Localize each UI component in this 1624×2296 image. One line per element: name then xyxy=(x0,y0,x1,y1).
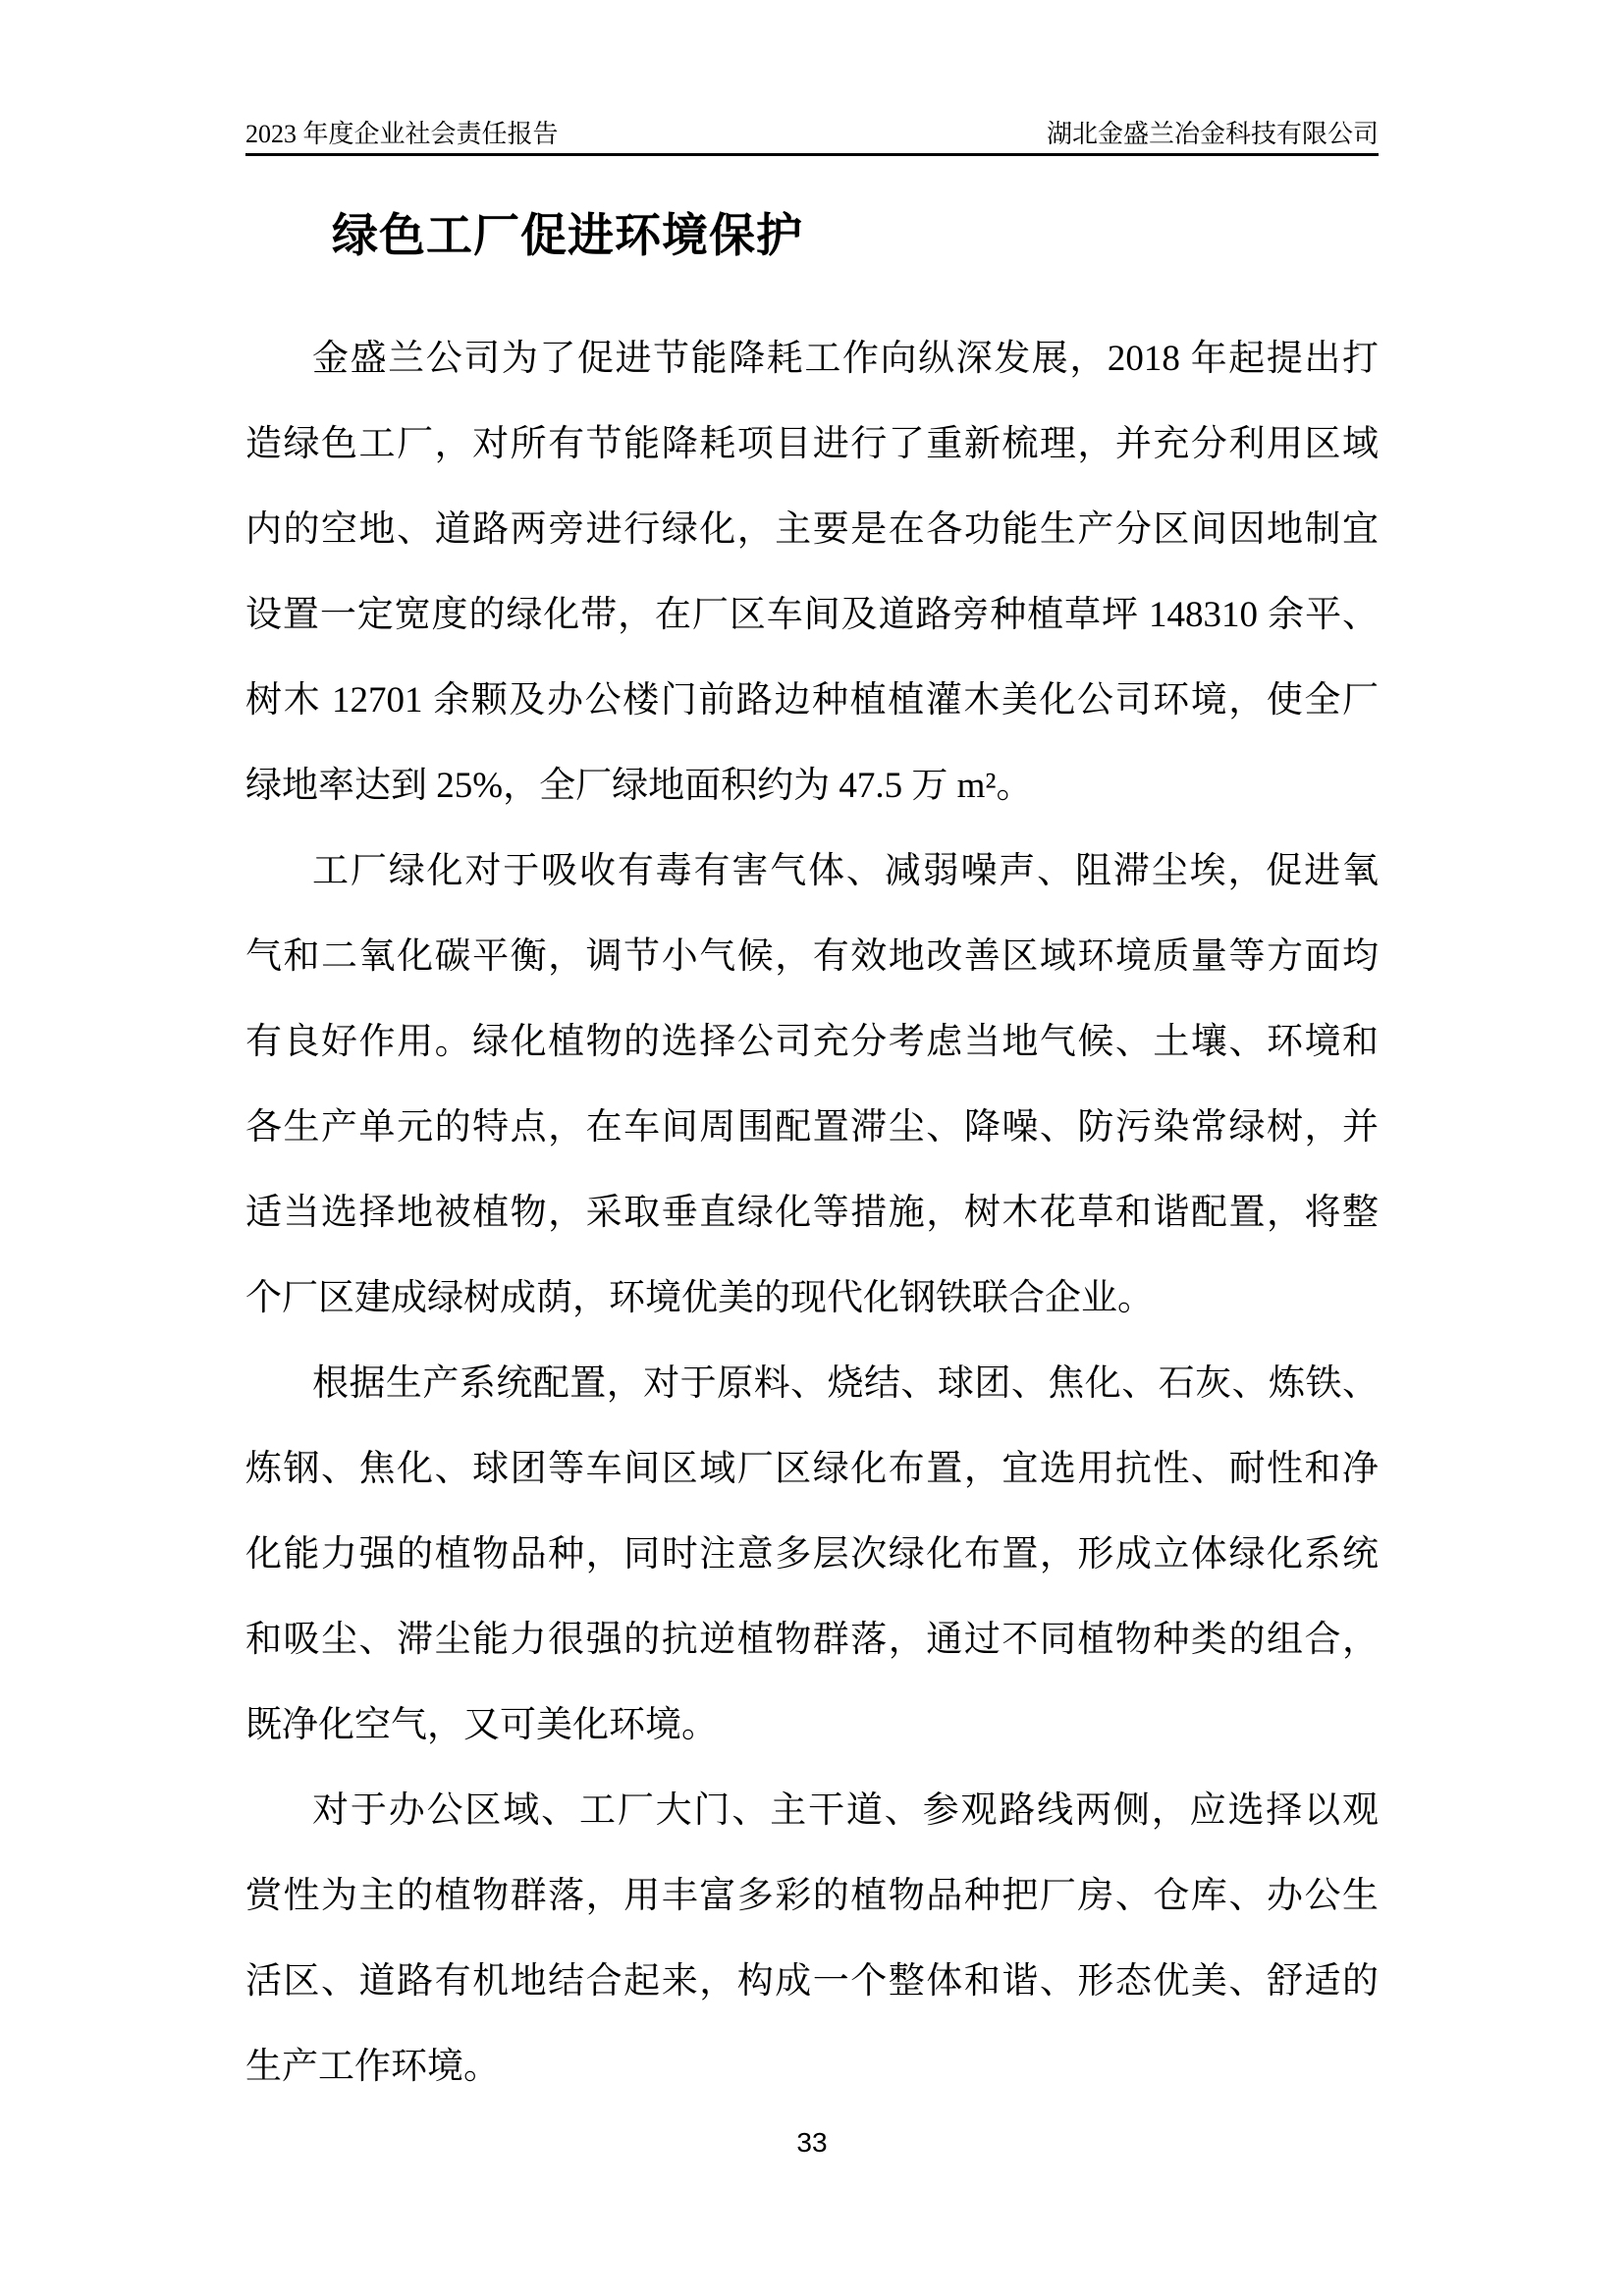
paragraph-2-line-1: 工厂绿化对于吸收有毒有害气体、减弱噪声、阻滞尘埃，促进氧 xyxy=(312,851,1379,891)
paragraph-1-line-4: 设置一定宽度的绿化带，在厂区车间及道路旁种植草坪 148310 余平、 xyxy=(245,595,1379,635)
paragraph-4-line-3: 活区、道路有机地结合起来，构成一个整体和谐、形态优美、舒适的 xyxy=(245,1961,1379,2002)
body-text xyxy=(245,316,1379,2109)
paragraph-4-line-1: 对于办公区域、工厂大门、主干道、参观路线两侧，应选择以观 xyxy=(312,1790,1379,1831)
header-company-name: 湖北金盛兰冶金科技有限公司 xyxy=(1046,120,1379,148)
page-header xyxy=(245,118,1379,156)
paragraph-4-line-4: 生产工作环境。 xyxy=(245,2047,500,2087)
paragraph-1-line-1: 金盛兰公司为了促进节能降耗工作向纵深发展，2018 年起提出打 xyxy=(312,339,1379,379)
header-report-title: 2023 年度企业社会责任报告 xyxy=(245,120,559,148)
paragraph-3-line-5: 既净化空气，又可美化环境。 xyxy=(245,1705,718,1745)
paragraph-2-line-4: 各生产单元的特点，在车间周围配置滞尘、降噪、防污染常绿树，并 xyxy=(245,1107,1379,1148)
paragraph-2-line-2: 气和二氧化碳平衡，调节小气候，有效地改善区域环境质量等方面均 xyxy=(245,936,1379,977)
paragraph-3-line-1: 根据生产系统配置，对于原料、烧结、球团、焦化、石灰、炼铁、 xyxy=(312,1363,1379,1404)
paragraph-2-line-5: 适当选择地被植物，采取垂直绿化等措施，树木花草和谐配置，将整 xyxy=(245,1193,1379,1233)
paragraph-3-line-3: 化能力强的植物品种，同时注意多层次绿化布置，形成立体绿化系统 xyxy=(245,1534,1379,1575)
paragraph-2-line-3: 有良好作用。绿化植物的选择公司充分考虑当地气候、土壤、环境和 xyxy=(245,1022,1379,1062)
paragraph-4-line-2: 赏性为主的植物群落，用丰富多彩的植物品种把厂房、仓库、办公生 xyxy=(245,1876,1379,1916)
paragraph-1-line-6: 绿地率达到 25%，全厂绿地面积约为 47.5 万 m²。 xyxy=(245,766,1033,806)
paragraph-2-line-6: 个厂区建成绿树成荫，环境优美的现代化钢铁联合企业。 xyxy=(245,1278,1154,1318)
paragraph-3-line-4: 和吸尘、滞尘能力很强的抗逆植物群落，通过不同植物种类的组合， xyxy=(245,1620,1379,1660)
paragraph-1-line-5: 树木 12701 余颗及办公楼门前路边种植植灌木美化公司环境，使全厂 xyxy=(245,680,1379,721)
paragraph-3-line-2: 炼钢、焦化、球团等车间区域厂区绿化布置，宜选用抗性、耐性和净 xyxy=(245,1449,1379,1489)
section-title: 绿色工厂促进环境保护 xyxy=(332,209,803,261)
paragraph-1-line-3: 内的空地、道路两旁进行绿化，主要是在各功能生产分区间因地制宜 xyxy=(245,509,1379,550)
page-number: 33 xyxy=(796,2127,828,2158)
paragraph-1-line-2: 造绿色工厂，对所有节能降耗项目进行了重新梳理，并充分利用区域 xyxy=(245,424,1379,464)
